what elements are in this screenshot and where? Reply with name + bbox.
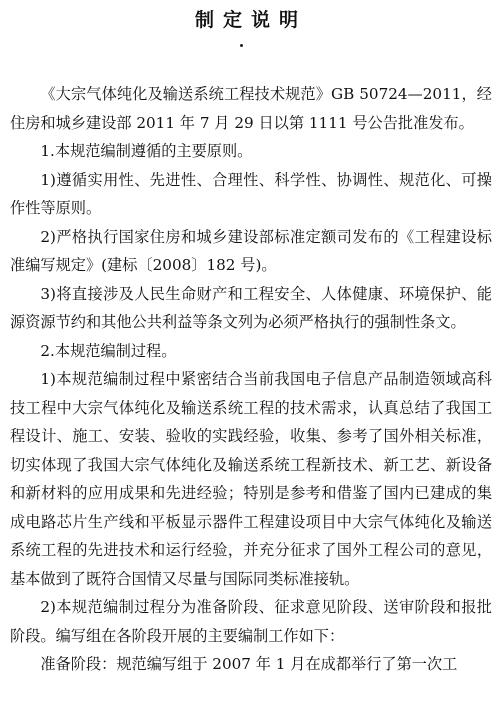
paragraph-process-1: 1)本规范编制过程中紧密结合当前我国电子信息产品制造领域高科技工程中大宗气体纯化及输送系统工程的技术需求，认真总结了我国工程设计、施工、安装、验收的实践经验，收集、参考了国外相关标准，切实体现了我国大宗气体纯化及输送系统工程新技术、新工艺、新设备和新材料的应用成果和先进经验；特别是参考和借鉴了国内已建成的集成电路芯片生产线和平板显示器件工程建设项目中大宗气体纯化及输送系统工程的先进技术和运行经验，并充分征求了国外工程公司的意见，基本做到了既符合国情又尽量与国际同类标准接轨。 bbox=[10, 370, 492, 588]
paragraph-principle-1: 1)遵循实用性、先进性、合理性、科学性、协调性、规范化、可操作性等原则。 bbox=[10, 170, 492, 217]
paragraph-process-2: 2)本规范编制过程分为准备阶段、征求意见阶段、送审阶段和报批阶段。编写组在各阶段开展的主要编制工作如下： bbox=[10, 598, 492, 645]
paragraph-preparation-stage: 准备阶段：规范编写组于 2007 年 1 月在成都举行了第一次工 bbox=[40, 655, 458, 673]
page-title: 制定说明 bbox=[194, 9, 307, 31]
paragraph-principle-3: 3)将直接涉及人民生命财产和工程安全、人体健康、环境保护、能源资源节约和其他公共利益等条文列为必须严格执行的强制性条文。 bbox=[10, 284, 492, 331]
paragraph-heading-principles: 1.本规范编制遵循的主要原则。 bbox=[40, 142, 253, 160]
paragraph-heading-process: 2.本规范编制过程。 bbox=[40, 341, 177, 360]
paragraph-principle-2: 2)严格执行国家住房和城乡建设部标准定额司发布的《工程建设标准编写规定》(建标〔2008〕182 号)。 bbox=[10, 227, 492, 274]
decorative-dot bbox=[240, 44, 243, 47]
document-body bbox=[10, 80, 492, 679]
paragraph-intro: 《大宗气体纯化及输送系统工程技术规范》GB 50724—2011，经住房和城乡建设部 2011 年 7 月 29 日以第 1111 号公告批准发布。 bbox=[10, 85, 492, 132]
